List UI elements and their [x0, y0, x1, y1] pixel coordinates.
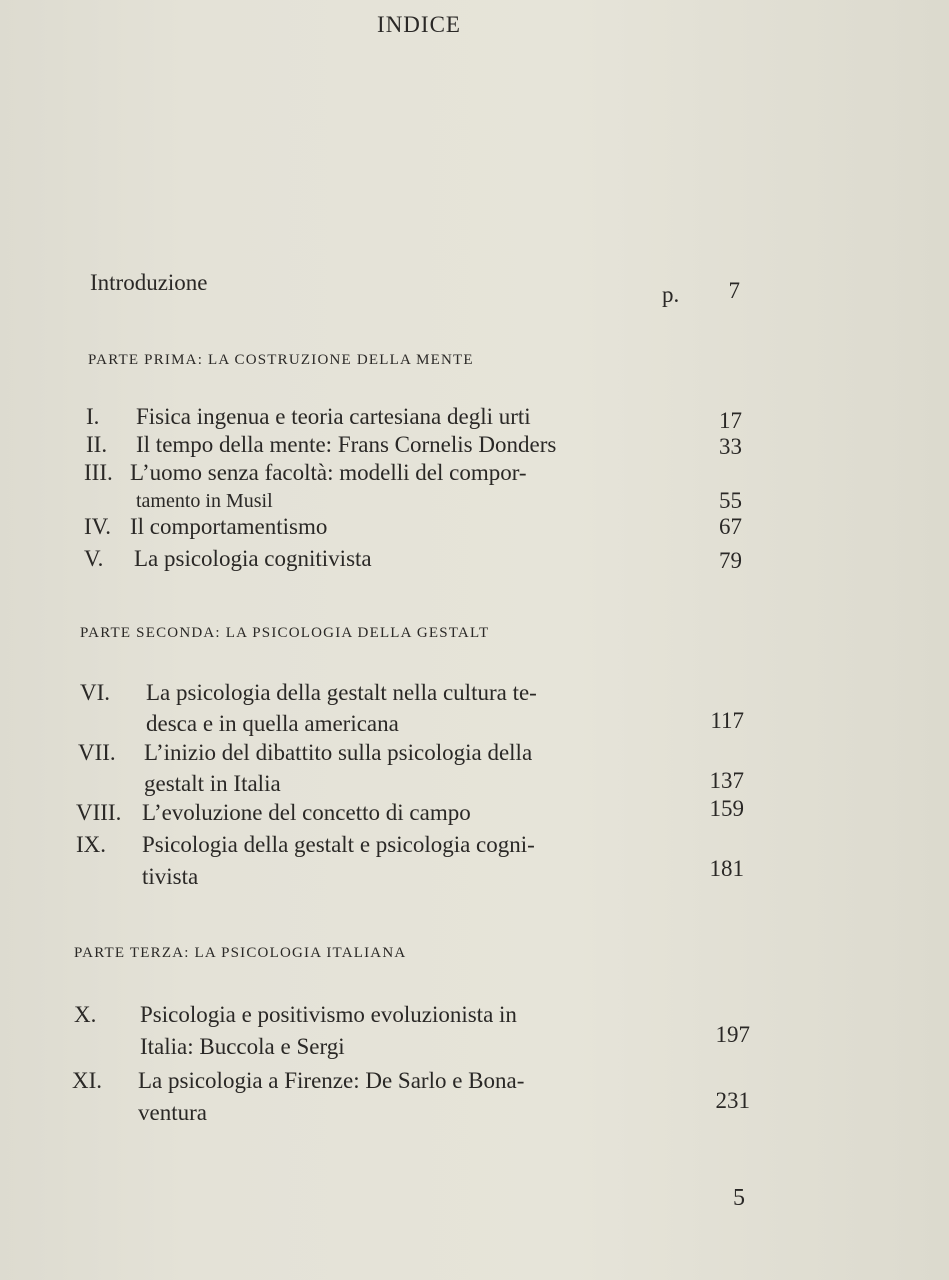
- chapter-page: 197: [715, 1022, 750, 1047]
- chapter-title-line-2: ventura: [138, 1100, 207, 1125]
- chapter-title: Il tempo della mente: Frans Cornelis Donders: [136, 432, 557, 457]
- chapter-title-line-2: desca e in quella americana: [146, 711, 399, 736]
- chapter-number: VI.: [80, 680, 111, 705]
- chapter-title-line-1: L’uomo senza facoltà: modelli del compor-: [130, 460, 527, 485]
- toc-entry: [72, 1068, 750, 1130]
- chapter-number: VII.: [78, 740, 116, 765]
- chapter-title-line-2: gestalt in Italia: [144, 771, 281, 796]
- chapter-page: 33: [719, 434, 742, 459]
- toc-entry: [84, 460, 742, 520]
- toc-entry: [86, 404, 742, 434]
- toc-entry: [76, 796, 744, 830]
- page-number: 5: [733, 1185, 745, 1211]
- toc-entry: [74, 1002, 750, 1064]
- intro-page-prefix: p.: [662, 282, 680, 307]
- chapter-number: I.: [86, 404, 100, 429]
- chapter-page: 159: [709, 796, 744, 821]
- chapter-number: X.: [74, 1002, 97, 1027]
- chapter-title: Il comportamentismo: [130, 514, 328, 539]
- chapter-title-line-1: Psicologia e positivismo evoluzionista in: [140, 1002, 517, 1027]
- chapter-page: 117: [710, 708, 744, 733]
- chapter-title-line-2: Italia: Buccola e Sergi: [140, 1034, 345, 1059]
- chapter-title-line-1: La psicologia della gestalt nella cultura te-: [146, 680, 537, 705]
- chapter-number: II.: [86, 432, 108, 457]
- chapter-page: 79: [719, 548, 742, 573]
- chapter-number: IX.: [76, 832, 107, 857]
- toc-entry: [76, 832, 744, 894]
- toc-entry: [78, 740, 744, 802]
- part-title: PARTE SECONDA: LA PSICOLOGIA DELLA GESTALT: [80, 625, 490, 641]
- chapter-page: 137: [709, 768, 744, 793]
- chapter-title: La psicologia cognitivista: [134, 546, 372, 571]
- toc-introduction: [90, 270, 740, 307]
- chapter-title-line-1: L’inizio del dibattito sulla psicologia della: [144, 740, 533, 765]
- chapter-number: XI.: [72, 1068, 103, 1093]
- intro-label: Introduzione: [90, 270, 208, 295]
- chapter-title: Fisica ingenua e teoria cartesiana degli urti: [136, 404, 531, 429]
- toc-entry: [84, 514, 742, 544]
- chapter-title-line-2: tamento in Musil: [136, 490, 273, 512]
- chapter-title-line-2: tivista: [142, 864, 199, 889]
- chapter-title: L’evoluzione del concetto di campo: [142, 800, 471, 825]
- toc-entry: [84, 546, 742, 576]
- intro-page-number: 7: [728, 278, 740, 303]
- chapter-page: 55: [719, 488, 742, 513]
- chapter-page: 17: [719, 408, 742, 433]
- page-title: INDICE: [377, 12, 461, 37]
- part-title: PARTE TERZA: LA PSICOLOGIA ITALIANA: [74, 945, 407, 961]
- chapter-number: IV.: [84, 514, 112, 539]
- chapter-page: 181: [709, 856, 744, 881]
- part-title: PARTE PRIMA: LA COSTRUZIONE DELLA MENTE: [88, 352, 474, 368]
- toc-entry: [86, 432, 742, 462]
- chapter-number: VIII.: [76, 800, 122, 825]
- chapter-number: V.: [84, 546, 104, 571]
- toc-entry: [80, 680, 744, 742]
- chapter-title-line-1: Psicologia della gestalt e psicologia cogni-: [142, 832, 535, 857]
- chapter-title-line-1: La psicologia a Firenze: De Sarlo e Bona-: [138, 1068, 525, 1093]
- chapter-number: III.: [84, 460, 113, 485]
- chapter-page: 67: [719, 514, 742, 539]
- chapter-page: 231: [715, 1088, 750, 1113]
